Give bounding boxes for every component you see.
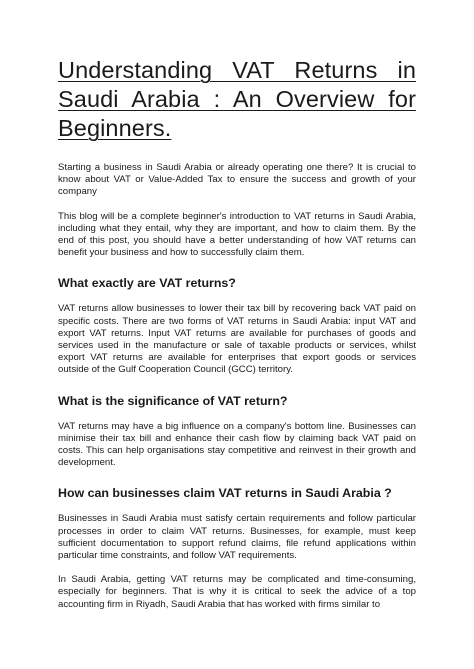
document-title: Understanding VAT Returns in Saudi Arabia : An Overview for Beginners. [58, 57, 416, 141]
section-heading-what-are-vat-returns: What exactly are VAT returns? [58, 276, 236, 291]
section-1-paragraph: VAT returns allow businesses to lower their tax bill by recovering back VAT paid on specific costs. There are two forms of VAT returns in Saudi Arabia: input VAT and export VAT returns. Input VAT returns are available for purchases of goods and services used in the manufacture or sale of taxable products or services, whilst export VAT returns are available for enterprises that export goods or services outside of the Gulf Cooperation Council (GCC) territory. [58, 303, 416, 376]
section-heading-significance: What is the significance of VAT return? [58, 393, 288, 408]
section-2-paragraph: VAT returns may have a big influence on a company's bottom line. Businesses can minimise their tax bill and enhance their cash flow by claiming back VAT paid on costs. This can help organisations stay competitive and reinvest in their growth and development. [58, 420, 416, 469]
section-3-paragraph-1: Businesses in Saudi Arabia must satisfy certain requirements and follow particular processes in order to claim VAT returns. Businesses, for example, must keep sufficient documentation to support refund claims, file refund applications within particular time constraints, and follow VAT requirements. [58, 513, 416, 562]
intro-paragraph-1: Starting a business in Saudi Arabia or already operating one there? It is crucial to know about VAT or Value-Added Tax to ensure the success and growth of your company [58, 162, 416, 198]
intro-paragraph-2: This blog will be a complete beginner's introduction to VAT returns in Saudi Arabia, including what they entail, why they are important, and how to claim them. By the end of this post, you should have a better understanding of how VAT returns can benefit your business and how to successfully claim them. [58, 210, 416, 259]
section-heading-how-to-claim: How can businesses claim VAT returns in Saudi Arabia ? [58, 486, 392, 501]
section-3-paragraph-2: In Saudi Arabia, getting VAT returns may be complicated and time-consuming, especially for beginners. That is why it is critical to seek the advice of a top accounting firm in Riyadh, Saudi Arabia that has worked with firms similar to [58, 574, 416, 610]
